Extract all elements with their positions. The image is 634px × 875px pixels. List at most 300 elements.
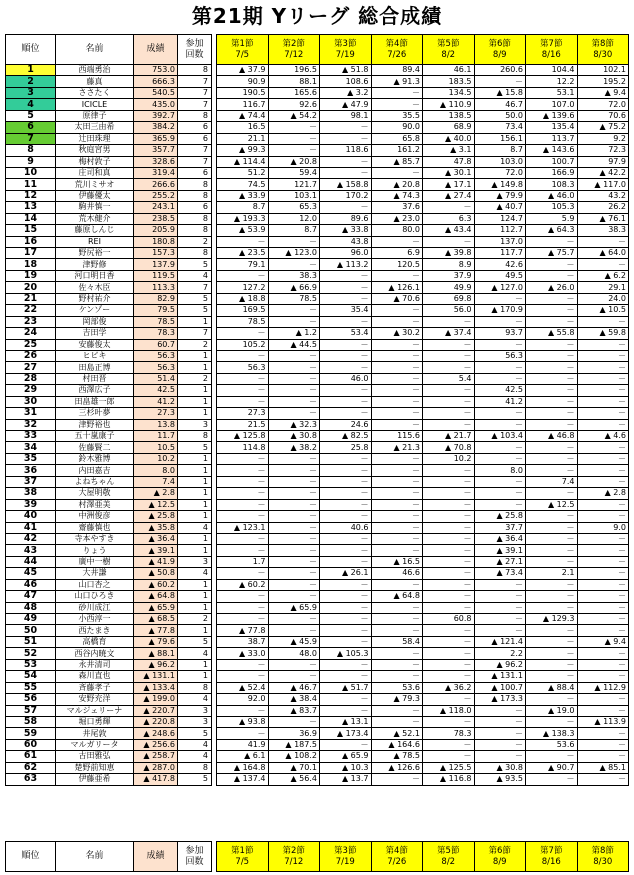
round-score-cell: 117.7 xyxy=(474,248,526,259)
round-score-cell: － xyxy=(268,350,320,361)
round-score-cell: ▲ 37.9 xyxy=(217,65,269,76)
name-cell: 寺本やすき xyxy=(56,533,134,544)
round-score-cell: 105.3 xyxy=(526,202,578,213)
round-score-cell: 103.1 xyxy=(268,190,320,201)
round-score-cell: － xyxy=(320,133,372,144)
round-score-cell: － xyxy=(268,476,320,487)
round-score-cell: 65.8 xyxy=(371,133,423,144)
score-cell: ▲ 417.8 xyxy=(134,774,178,785)
name-cell: 小西淳一 xyxy=(56,614,134,625)
round-score-cell: 69.8 xyxy=(423,293,475,304)
round-score-cell: － xyxy=(268,305,320,316)
round-score-cell: － xyxy=(371,648,423,659)
table-row xyxy=(6,156,212,167)
round-score-cell: － xyxy=(526,659,578,670)
round-score-cell: ▲ 23.5 xyxy=(217,248,269,259)
table-row xyxy=(6,133,212,144)
round-score-cell: 89.4 xyxy=(371,65,423,76)
round-score-cell: － xyxy=(423,568,475,579)
round-score-cell: － xyxy=(268,259,320,270)
name-cell: 庄司和真 xyxy=(56,167,134,178)
round-label: 第3節 xyxy=(334,38,357,49)
round-score-cell: ▲ 4.6 xyxy=(577,431,629,442)
score-cell: ▲ 79.6 xyxy=(134,636,178,647)
round-date: 7/12 xyxy=(284,49,304,60)
score-cell: 328.6 xyxy=(134,156,178,167)
rank-cell: 51 xyxy=(6,636,56,647)
round-row xyxy=(217,545,629,556)
round-score-cell: 260.6 xyxy=(474,65,526,76)
count-cell: 8 xyxy=(178,682,212,693)
round-score-cell: ▲ 10.3 xyxy=(320,762,372,773)
name-cell: 西端勇治 xyxy=(56,65,134,76)
round-label: 第8節 xyxy=(591,845,614,856)
round-score-cell: ▲ 131.1 xyxy=(474,671,526,682)
round-score-cell: － xyxy=(268,545,320,556)
round-score-cell: 36.9 xyxy=(268,728,320,739)
round-row xyxy=(217,419,629,430)
round-score-cell: － xyxy=(217,614,269,625)
rank-cell: 30 xyxy=(6,396,56,407)
round-score-cell: － xyxy=(371,476,423,487)
round-score-cell: － xyxy=(577,499,629,510)
round-row xyxy=(217,671,629,682)
table-row xyxy=(6,705,212,716)
round-score-cell: ▲ 126.1 xyxy=(371,282,423,293)
round-row xyxy=(217,751,629,762)
round-score-cell: 78.3 xyxy=(423,728,475,739)
round-date: 7/26 xyxy=(387,856,407,867)
round-score-cell: 7.4 xyxy=(526,476,578,487)
round-row xyxy=(217,156,629,167)
round-score-cell: 72.3 xyxy=(577,145,629,156)
round-score-cell: 25.8 xyxy=(320,442,372,453)
name-cell: よねちゃん xyxy=(56,476,134,487)
rank-cell: 11 xyxy=(6,179,56,190)
round-score-cell: 165.6 xyxy=(268,87,320,98)
round-score-cell: － xyxy=(320,202,372,213)
round-score-cell: － xyxy=(320,545,372,556)
round-score-cell: ▲ 51.7 xyxy=(320,682,372,693)
name-cell: 鈴木雅博 xyxy=(56,453,134,464)
round-score-cell: － xyxy=(423,648,475,659)
round-score-cell: － xyxy=(217,499,269,510)
name-cell: 岡部俊 xyxy=(56,316,134,327)
round-score-cell: － xyxy=(474,339,526,350)
round-score-cell: － xyxy=(217,236,269,247)
round-row xyxy=(217,373,629,384)
round-header-2 xyxy=(268,35,320,65)
score-cell: 51.4 xyxy=(134,373,178,384)
round-score-cell: 53.4 xyxy=(320,328,372,339)
round-score-cell: － xyxy=(423,511,475,522)
score-cell: 435.0 xyxy=(134,99,178,110)
round-score-cell: － xyxy=(320,556,372,567)
count-cell: 5 xyxy=(178,442,212,453)
round-score-cell: － xyxy=(371,545,423,556)
round-score-cell: － xyxy=(423,236,475,247)
round-score-cell: ▲ 26.0 xyxy=(526,282,578,293)
name-cell: 藤真 xyxy=(56,76,134,87)
round-label: 第8節 xyxy=(591,38,614,49)
round-row xyxy=(217,739,629,750)
round-score-cell: ▲ 38.2 xyxy=(268,442,320,453)
count-cell: 3 xyxy=(178,556,212,567)
round-score-cell: － xyxy=(423,556,475,567)
round-score-cell: ▲ 13.7 xyxy=(320,774,372,785)
round-score-cell: － xyxy=(268,659,320,670)
table-row xyxy=(6,625,212,636)
round-score-cell: － xyxy=(423,476,475,487)
round-score-cell: 73.4 xyxy=(474,122,526,133)
round-date: 7/5 xyxy=(235,49,250,60)
round-score-cell: ▲ 116.8 xyxy=(423,774,475,785)
round-score-cell: ▲ 164.8 xyxy=(217,762,269,773)
round-row xyxy=(217,579,629,590)
count-cell: 1 xyxy=(178,350,212,361)
round-score-cell: － xyxy=(320,625,372,636)
round-score-cell: － xyxy=(526,362,578,373)
round-label: 第3節 xyxy=(334,845,357,856)
round-score-cell: ▲ 39.1 xyxy=(474,545,526,556)
round-score-cell: ▲ 9.4 xyxy=(577,636,629,647)
round-score-cell: － xyxy=(423,625,475,636)
round-score-cell: － xyxy=(268,145,320,156)
round-header-3 xyxy=(320,35,372,65)
round-score-cell: － xyxy=(526,716,578,727)
round-score-cell: 97.9 xyxy=(577,156,629,167)
round-score-cell: ▲ 3.1 xyxy=(423,145,475,156)
count-cell: 1 xyxy=(178,591,212,602)
round-row xyxy=(217,339,629,350)
round-score-cell: ▲ 123.0 xyxy=(268,248,320,259)
score-cell: 753.0 xyxy=(134,65,178,76)
score-cell: ▲ 199.0 xyxy=(134,694,178,705)
round-score-cell: ▲ 123.1 xyxy=(217,522,269,533)
round-score-cell: － xyxy=(577,442,629,453)
round-score-cell: 29.1 xyxy=(577,282,629,293)
round-score-cell: － xyxy=(320,167,372,178)
table-row xyxy=(6,293,212,304)
round-score-cell: 114.8 xyxy=(217,442,269,453)
round-score-cell: ▲ 13.1 xyxy=(320,716,372,727)
round-score-cell: 120.5 xyxy=(371,259,423,270)
round-score-cell: － xyxy=(268,671,320,682)
footer-round-header-4 xyxy=(371,842,423,872)
table-row xyxy=(6,762,212,773)
rank-cell: 60 xyxy=(6,739,56,750)
table-row xyxy=(6,396,212,407)
round-header-7 xyxy=(526,35,578,65)
table-row xyxy=(6,465,212,476)
round-score-cell: － xyxy=(320,579,372,590)
round-score-cell: 137.0 xyxy=(474,236,526,247)
round-score-cell: 6.3 xyxy=(423,213,475,224)
round-score-cell: － xyxy=(268,568,320,579)
score-cell: 238.5 xyxy=(134,213,178,224)
round-score-cell: ▲ 70.6 xyxy=(371,293,423,304)
round-score-cell: － xyxy=(320,533,372,544)
round-score-cell: 169.5 xyxy=(217,305,269,316)
page-title: 第21期 Yリーグ 総合成績 xyxy=(191,4,443,28)
round-score-cell: － xyxy=(423,659,475,670)
rank-cell: 38 xyxy=(6,488,56,499)
round-row xyxy=(217,636,629,647)
round-score-cell: － xyxy=(423,396,475,407)
round-score-cell: 38.3 xyxy=(577,225,629,236)
round-row xyxy=(217,556,629,567)
round-score-cell: － xyxy=(577,545,629,556)
round-score-cell: － xyxy=(423,579,475,590)
count-header: 参加 回数 xyxy=(178,35,212,65)
table-row xyxy=(6,751,212,762)
table-row xyxy=(6,602,212,613)
name-cell: 西澤広子 xyxy=(56,385,134,396)
round-score-cell: 49.9 xyxy=(423,282,475,293)
round-score-cell: ▲ 70.1 xyxy=(268,762,320,773)
round-score-cell: 21.5 xyxy=(217,419,269,430)
name-header: 名前 xyxy=(56,35,134,65)
round-score-cell: ▲ 1.2 xyxy=(268,328,320,339)
round-score-cell: 112.7 xyxy=(474,225,526,236)
table-row xyxy=(6,419,212,430)
round-score-cell: ▲ 6.2 xyxy=(577,270,629,281)
round-score-cell: 53.6 xyxy=(371,682,423,693)
count-cell: 4 xyxy=(178,522,212,533)
rank-cell: 19 xyxy=(6,270,56,281)
name-cell: 大屋明敬 xyxy=(56,488,134,499)
rank-cell: 56 xyxy=(6,694,56,705)
table-row xyxy=(6,545,212,556)
round-score-cell: 68.9 xyxy=(423,122,475,133)
round-score-cell: ▲ 30.2 xyxy=(371,328,423,339)
round-score-cell: ▲ 33.0 xyxy=(217,648,269,659)
round-score-cell: － xyxy=(371,316,423,327)
round-score-cell: － xyxy=(526,259,578,270)
round-score-cell: ▲ 36.4 xyxy=(474,533,526,544)
round-score-cell: － xyxy=(268,236,320,247)
round-score-cell: 21.1 xyxy=(217,133,269,144)
rank-cell: 15 xyxy=(6,225,56,236)
round-score-cell: － xyxy=(577,659,629,670)
round-row xyxy=(217,728,629,739)
round-row xyxy=(217,110,629,121)
summary-footer-header xyxy=(5,841,212,872)
round-score-cell: － xyxy=(268,614,320,625)
round-score-cell: － xyxy=(268,591,320,602)
score-cell: 10.2 xyxy=(134,453,178,464)
round-score-cell: ▲ 9.4 xyxy=(577,87,629,98)
footer-name-header: 名前 xyxy=(56,842,134,872)
round-row xyxy=(217,316,629,327)
name-cell: ささたく xyxy=(56,87,134,98)
count-cell: 1 xyxy=(178,625,212,636)
round-score-cell: － xyxy=(577,671,629,682)
round-score-cell: － xyxy=(423,602,475,613)
round-score-cell: 78.5 xyxy=(268,293,320,304)
round-score-cell: ▲ 73.4 xyxy=(474,568,526,579)
round-row xyxy=(217,533,629,544)
score-cell: 78.3 xyxy=(134,328,178,339)
table-row xyxy=(6,190,212,201)
round-score-cell: － xyxy=(217,671,269,682)
round-label: 第4節 xyxy=(385,38,408,49)
round-score-cell: － xyxy=(526,453,578,464)
score-cell: ▲ 258.7 xyxy=(134,751,178,762)
round-score-cell: － xyxy=(526,270,578,281)
round-score-cell: ▲ 52.1 xyxy=(371,728,423,739)
round-score-cell: － xyxy=(320,499,372,510)
round-header-5 xyxy=(423,35,475,65)
round-row xyxy=(217,625,629,636)
round-score-cell: ▲ 129.3 xyxy=(526,614,578,625)
count-cell: 7 xyxy=(178,145,212,156)
round-score-cell: ▲ 30.1 xyxy=(423,167,475,178)
count-cell: 5 xyxy=(178,259,212,270)
round-score-cell: ▲ 15.8 xyxy=(474,87,526,98)
table-row xyxy=(6,270,212,281)
round-score-cell: － xyxy=(423,739,475,750)
round-row xyxy=(217,385,629,396)
round-label: 第1節 xyxy=(231,845,254,856)
round-score-cell: ▲ 25.8 xyxy=(474,511,526,522)
round-score-cell: － xyxy=(371,99,423,110)
round-score-cell: ▲ 66.9 xyxy=(268,282,320,293)
round-score-cell: － xyxy=(423,316,475,327)
footer-round-header-2 xyxy=(268,842,320,872)
round-score-cell: ▲ 40.7 xyxy=(474,202,526,213)
round-score-cell: 166.9 xyxy=(526,167,578,178)
round-score-cell: － xyxy=(526,694,578,705)
round-row xyxy=(217,465,629,476)
round-score-cell: 89.6 xyxy=(320,213,372,224)
round-score-cell: － xyxy=(577,465,629,476)
round-score-cell: － xyxy=(474,625,526,636)
name-cell: 津野裕也 xyxy=(56,419,134,430)
round-row xyxy=(217,614,629,625)
round-score-cell: － xyxy=(577,614,629,625)
round-row xyxy=(217,488,629,499)
round-score-cell: 47.8 xyxy=(423,156,475,167)
score-cell: ▲ 248.6 xyxy=(134,728,178,739)
round-score-cell: － xyxy=(320,362,372,373)
round-score-cell: － xyxy=(474,362,526,373)
score-cell: ▲ 133.4 xyxy=(134,682,178,693)
rank-cell: 28 xyxy=(6,373,56,384)
count-cell: 1 xyxy=(178,453,212,464)
rank-cell: 14 xyxy=(6,213,56,224)
rank-cell: 10 xyxy=(6,167,56,178)
round-row xyxy=(217,202,629,213)
round-score-cell: ▲ 46.7 xyxy=(268,682,320,693)
footer-round-header-3 xyxy=(320,842,372,872)
table-row xyxy=(6,671,212,682)
round-score-cell: － xyxy=(320,270,372,281)
round-score-cell: － xyxy=(526,511,578,522)
round-score-cell: 93.7 xyxy=(474,328,526,339)
round-score-cell: － xyxy=(371,350,423,361)
round-score-cell: ▲ 60.2 xyxy=(217,579,269,590)
count-cell: 5 xyxy=(178,728,212,739)
score-cell: 205.9 xyxy=(134,225,178,236)
round-row xyxy=(217,133,629,144)
round-score-cell: － xyxy=(577,751,629,762)
score-cell: 82.9 xyxy=(134,293,178,304)
round-score-cell: ▲ 12.5 xyxy=(526,499,578,510)
round-score-cell: － xyxy=(474,579,526,590)
rank-cell: 49 xyxy=(6,614,56,625)
round-score-cell: 118.6 xyxy=(320,145,372,156)
name-cell: 高橋育 xyxy=(56,636,134,647)
round-score-cell: 24.6 xyxy=(320,419,372,430)
score-cell: 79.5 xyxy=(134,305,178,316)
rank-cell: 22 xyxy=(6,305,56,316)
round-score-cell: － xyxy=(474,419,526,430)
round-score-cell: － xyxy=(474,728,526,739)
round-score-cell: 46.6 xyxy=(371,568,423,579)
rank-cell: 21 xyxy=(6,293,56,304)
round-score-cell: － xyxy=(371,396,423,407)
table-row xyxy=(6,556,212,567)
rank-cell: 31 xyxy=(6,408,56,419)
round-score-cell: － xyxy=(268,316,320,327)
round-score-cell: － xyxy=(320,122,372,133)
round-score-cell: － xyxy=(526,602,578,613)
round-label: 第6節 xyxy=(488,845,511,856)
round-score-cell: － xyxy=(371,579,423,590)
round-score-cell: 50.0 xyxy=(474,110,526,121)
round-score-cell: － xyxy=(526,625,578,636)
footer-round-header-1 xyxy=(217,842,269,872)
name-cell: 駒井慎一 xyxy=(56,202,134,213)
table-row xyxy=(6,225,212,236)
round-score-cell: 116.7 xyxy=(217,99,269,110)
round-score-cell: － xyxy=(474,499,526,510)
round-score-cell: ▲ 74.3 xyxy=(371,190,423,201)
rank-cell: 1 xyxy=(6,65,56,76)
round-score-cell: 37.7 xyxy=(474,522,526,533)
round-score-cell: － xyxy=(371,87,423,98)
score-cell: 56.3 xyxy=(134,362,178,373)
round-score-cell: 41.2 xyxy=(474,396,526,407)
round-score-cell: － xyxy=(217,602,269,613)
round-score-cell: － xyxy=(371,270,423,281)
round-score-cell: ▲ 139.6 xyxy=(526,110,578,121)
round-score-cell: 58.4 xyxy=(371,636,423,647)
round-score-cell: 72.0 xyxy=(474,167,526,178)
name-cell: 齋藤慎也 xyxy=(56,522,134,533)
round-score-cell: － xyxy=(526,533,578,544)
round-score-cell: 27.3 xyxy=(217,408,269,419)
round-score-cell: ▲ 51.8 xyxy=(320,65,372,76)
round-score-cell: ▲ 44.5 xyxy=(268,339,320,350)
round-score-cell: 108.3 xyxy=(526,179,578,190)
score-cell: 180.8 xyxy=(134,236,178,247)
round-score-cell: 42.5 xyxy=(474,385,526,396)
round-score-cell: － xyxy=(423,671,475,682)
name-cell: 廣中一樹 xyxy=(56,556,134,567)
rank-cell: 32 xyxy=(6,419,56,430)
round-row xyxy=(217,87,629,98)
name-cell: 荒川ミサオ xyxy=(56,179,134,190)
round-score-cell: － xyxy=(217,373,269,384)
round-score-cell: 1.7 xyxy=(217,556,269,567)
round-score-cell: － xyxy=(577,419,629,430)
round-score-cell: － xyxy=(217,728,269,739)
round-score-cell: ▲ 96.2 xyxy=(474,659,526,670)
round-score-cell: ▲ 93.5 xyxy=(474,774,526,785)
round-score-cell: － xyxy=(577,625,629,636)
